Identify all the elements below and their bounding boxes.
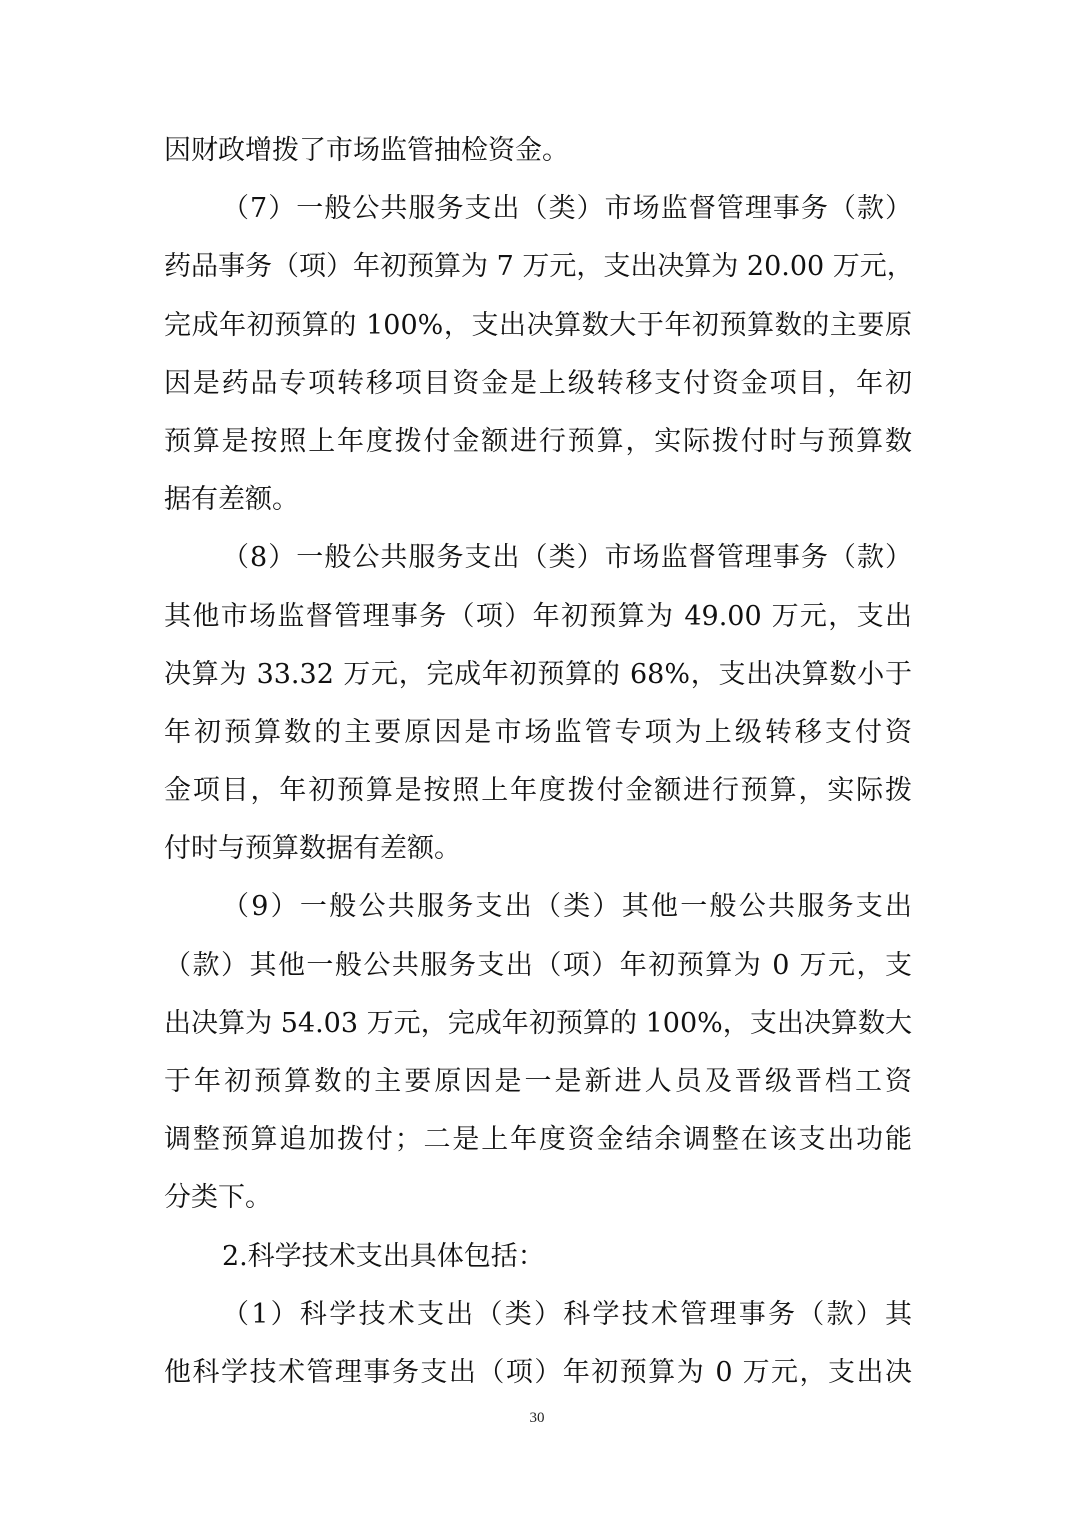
text-line: （9）一般公共服务支出（类）其他一般公共服务支出	[222, 891, 912, 923]
text-line: 预算是按照上年度拨付金额进行预算，实际拨付时与预算数	[164, 425, 912, 457]
text-line: 药品事务（项）年初预算为 7 万元，支出决算为 20.00 万元，	[164, 251, 914, 283]
text-line: 据有差额。	[164, 484, 299, 516]
text-line: 其他市场监督管理事务（项）年初预算为 49.00 万元，支出	[164, 600, 912, 632]
text-line: 完成年初预算的 100%，支出决算数大于年初预算数的主要原	[164, 309, 912, 341]
document-body	[164, 122, 912, 1402]
text-line: 决算为 33.32 万元，完成年初预算的 68%，支出决算数小于	[164, 658, 912, 690]
text-line: （8）一般公共服务支出（类）市场监督管理事务（款）	[222, 542, 912, 574]
text-line: 他科学技术管理事务支出（项）年初预算为 0 万元，支出决	[164, 1356, 912, 1388]
text-line: 2.科学技术支出具体包括：	[222, 1240, 545, 1272]
page-number: 30	[529, 1410, 545, 1426]
text-line: 调整预算追加拨付；二是上年度资金结余调整在该支出功能	[164, 1124, 912, 1156]
text-line: 因是药品专项转移项目资金是上级转移支付资金项目，年初	[164, 367, 912, 399]
text-line: 付时与预算数据有差额。	[164, 833, 461, 865]
text-line: 于年初预算数的主要原因是一是新进人员及晋级晋档工资	[164, 1066, 912, 1097]
text-line: 因财政增拨了市场监管抽检资金。	[164, 135, 569, 166]
text-line: 分类下。	[164, 1182, 272, 1214]
text-line: （1）科学技术支出（类）科学技术管理事务（款）其	[222, 1298, 912, 1330]
text-line: 金项目，年初预算是按照上年度拨付金额进行预算，实际拨	[164, 775, 912, 807]
text-line: 年初预算数的主要原因是市场监管专项为上级转移支付资	[164, 716, 912, 748]
text-line: （7）一般公共服务支出（类）市场监督管理事务（款）	[222, 193, 912, 225]
text-line: 出决算为 54.03 万元，完成年初预算的 100%，支出决算数大	[164, 1007, 912, 1039]
text-line: （款）其他一般公共服务支出（项）年初预算为 0 万元，支	[164, 949, 912, 981]
